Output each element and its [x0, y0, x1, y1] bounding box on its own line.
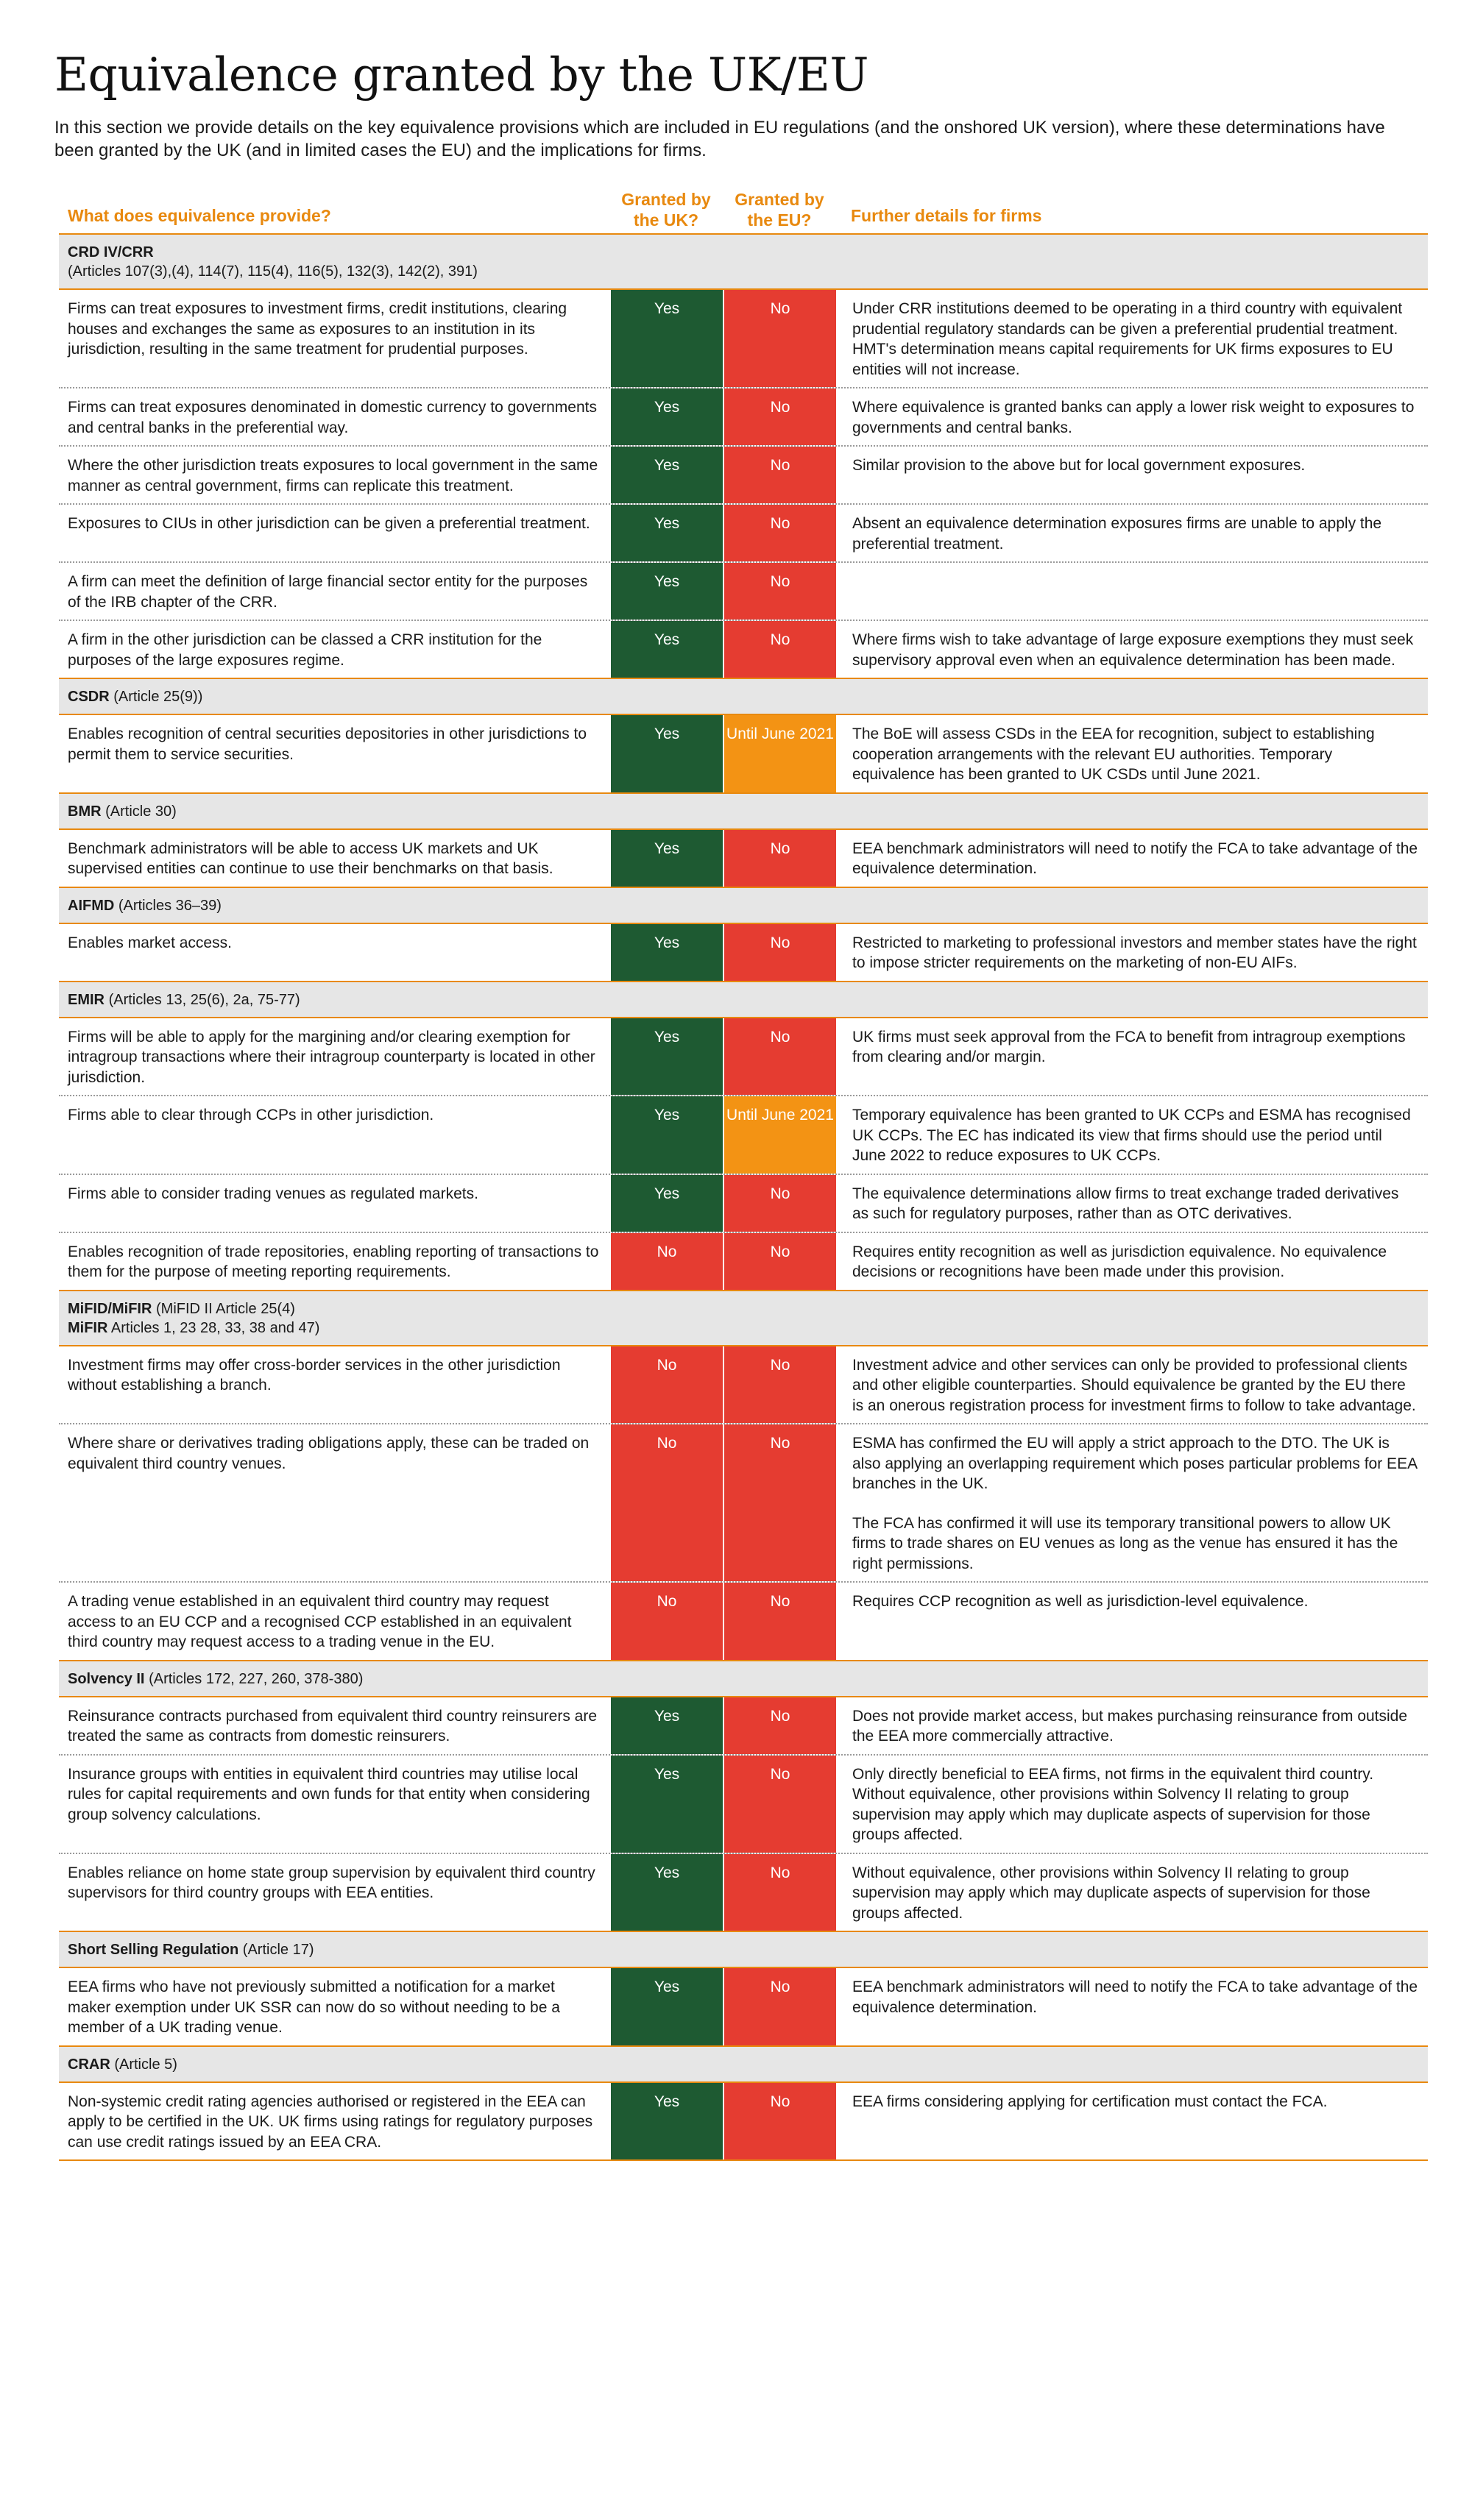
section-articles-secondary: (Articles 107(3),(4), 114(7), 115(4), 116(5), 132(3), 142(2), 391): [68, 263, 478, 280]
details-paragraph: The FCA has confirmed it will use its temporary transitional powers to allow UK firms to trade shares on EU venues as long as the venue has ensured it has the right permissions.: [852, 1514, 1398, 1572]
section-articles: (Articles 13, 25(6), 2a, 75-77): [108, 991, 300, 1008]
table-row: [59, 1754, 1428, 1853]
section-articles-secondary: Articles 1, 23 28, 33, 38 and 47): [110, 1319, 320, 1336]
details-cell: [836, 1018, 1428, 1096]
provision-text: Non-systemic credit rating agencies authorised or registered in the EEA can apply to be certified in the UK. UK firms using ratings for regulatory purposes can use credit ratings issued by an EEA CRA.: [68, 2093, 593, 2151]
details-paragraph: EEA benchmark administrators will need to notify the FCA to take advantage of the equivalence determination.: [852, 1978, 1418, 2016]
granted-uk-cell: Yes: [609, 924, 723, 981]
details-paragraph: Requires entity recognition as well as jurisdiction equivalence. No equivalence decisions or recognitions have been made under this provision.: [852, 1243, 1387, 1280]
section-title-line: [68, 1299, 1419, 1318]
granted-eu-cell: No: [723, 447, 836, 503]
table-row: [59, 1232, 1428, 1290]
table-row: [59, 503, 1428, 561]
details-paragraph: The BoE will assess CSDs in the EEA for recognition, subject to establishing cooperation arrangements with the relevant EU authorities. Temporary equivalence has been granted to UK CSDs until June 2021.: [852, 725, 1375, 783]
provision-text: Firms able to clear through CCPs in other jurisdiction.: [68, 1107, 434, 1124]
table-row: [59, 561, 1428, 620]
section-articles: (Article 30): [105, 803, 177, 820]
section-title-line-2: [68, 1318, 1419, 1338]
section-title-line: [68, 687, 1419, 706]
provision-text: Enables recognition of trade repositories, enabling reporting of transactions to them for the purpose of meeting reporting requirements.: [68, 1243, 599, 1280]
provision-text: Where the other jurisdiction treats exposures to local government in the same manner as central government, firms can replicate this treatment.: [68, 457, 598, 494]
header-granted-eu: Granted by the EU?: [735, 190, 824, 230]
section-articles: (Articles 36–39): [118, 897, 222, 914]
section-articles: (MiFID II Article 25(4): [156, 1300, 295, 1317]
table-row: [59, 1967, 1428, 2045]
details-cell: [836, 621, 1428, 678]
granted-uk-cell: Yes: [609, 830, 723, 887]
section: [59, 1660, 1428, 1931]
table-row: [59, 828, 1428, 887]
provision-text: A firm in the other jurisdiction can be classed a CRR institution for the purposes of the large exposures regime.: [68, 631, 542, 669]
section-title: MiFID/MiFIR: [68, 1300, 152, 1317]
section-title: BMR: [68, 803, 102, 820]
section-title-line: [68, 896, 1419, 915]
granted-eu-cell: No: [723, 1346, 836, 1424]
details-cell: [836, 1424, 1428, 1581]
details-cell: [836, 388, 1428, 445]
granted-eu-cell: No: [723, 1968, 836, 2045]
details-paragraph: Investment advice and other services can only be provided to professional clients and other eligible counterparties. Should equivalence be granted by the EU there is an onerous registration process for investment firms to follow to take advantage.: [852, 1356, 1416, 1414]
details-cell: [836, 1175, 1428, 1232]
table-row: [59, 1853, 1428, 1931]
section-title-line: [68, 990, 1419, 1009]
section: [59, 792, 1428, 887]
granted-eu-cell: No: [723, 1233, 836, 1290]
granted-eu-cell: No: [723, 924, 836, 981]
section-header: [59, 982, 1428, 1017]
section-title-line: [68, 1669, 1419, 1689]
section: [59, 981, 1428, 1290]
granted-uk-cell: Yes: [609, 447, 723, 503]
section: [59, 887, 1428, 981]
granted-uk-cell: Yes: [609, 1018, 723, 1096]
table-row: [59, 1423, 1428, 1581]
granted-eu-cell: No: [723, 290, 836, 387]
section-header: [59, 1661, 1428, 1696]
table-header: [59, 180, 1428, 233]
granted-uk-cell: No: [609, 1424, 723, 1581]
details-paragraph: UK firms must seek approval from the FCA to benefit from intragroup exemptions from clearing and/or margin.: [852, 1028, 1406, 1065]
table-row: [59, 1174, 1428, 1232]
page-title: Equivalence granted by the UK/EU: [54, 48, 868, 102]
details-cell: [836, 1096, 1428, 1174]
details-cell: [836, 1854, 1428, 1931]
header-what: What does equivalence provide?: [68, 206, 331, 225]
granted-eu-cell: No: [723, 1175, 836, 1232]
provision-text: Exposures to CIUs in other jurisdiction can be given a preferential treatment.: [68, 515, 590, 532]
granted-uk-cell: Yes: [609, 1096, 723, 1174]
details-paragraph: Does not provide market access, but makes purchasing reinsurance from outside the EEA more commercially attractive.: [852, 1707, 1408, 1745]
section-title-line: [68, 243, 1419, 262]
details-paragraph: EEA benchmark administrators will need to notify the FCA to take advantage of the equivalence determination.: [852, 840, 1418, 877]
details-paragraph: Restricted to marketing to professional investors and member states have the right to impose stricter requirements on the marketing of non-EU AIFs.: [852, 934, 1417, 971]
granted-uk-cell: No: [609, 1233, 723, 1290]
section-articles: (Article 5): [114, 2056, 177, 2073]
table-row: [59, 445, 1428, 503]
details-paragraph: Where equivalence is granted banks can apply a lower risk weight to exposures to governments and central banks.: [852, 399, 1415, 436]
table-row: [59, 714, 1428, 792]
section-title: AIFMD: [68, 897, 115, 914]
details-cell: [836, 715, 1428, 792]
provision-text: Firms can treat exposures to investment firms, credit institutions, clearing houses and exchanges the same as exposures to an institution in its jurisdiction, resulting in the same treatment for prudential purposes.: [68, 300, 567, 358]
details-cell: [836, 447, 1428, 503]
section: [59, 1290, 1428, 1660]
section-header: [59, 1291, 1428, 1345]
table-row: [59, 1095, 1428, 1174]
section-header: [59, 2047, 1428, 2081]
table-row: [59, 2081, 1428, 2160]
section-header: [59, 1932, 1428, 1967]
granted-uk-cell: Yes: [609, 290, 723, 387]
granted-eu-cell: No: [723, 505, 836, 561]
details-cell: [836, 1346, 1428, 1424]
details-cell: [836, 505, 1428, 561]
section-title-line: [68, 2055, 1419, 2074]
provision-text: Insurance groups with entities in equivalent third countries may utilise local rules for capital requirements and own funds for that entity when considering group solvency calculations.: [68, 1765, 590, 1823]
section-title-secondary: MiFIR: [68, 1319, 108, 1336]
granted-eu-cell: No: [723, 388, 836, 445]
details-paragraph: The equivalence determinations allow firms to treat exchange traded derivatives as such for regulatory purposes, rather than as OTC derivatives.: [852, 1185, 1399, 1222]
provision-text: Where share or derivatives trading obligations apply, these can be traded on equivalent third country venues.: [68, 1435, 590, 1472]
provision-text: Enables reliance on home state group supervision by equivalent third country supervisors for third country groups with EEA entities.: [68, 1864, 595, 1901]
granted-uk-cell: No: [609, 1346, 723, 1424]
granted-eu-cell: No: [723, 621, 836, 678]
details-cell: [836, 290, 1428, 387]
granted-uk-cell: Yes: [609, 1854, 723, 1931]
details-cell: [836, 830, 1428, 887]
table-row: [59, 1017, 1428, 1096]
granted-eu-cell: No: [723, 830, 836, 887]
granted-eu-cell: No: [723, 1583, 836, 1660]
equivalence-table: [59, 180, 1428, 2161]
granted-eu-cell: No: [723, 1697, 836, 1754]
section-header: [59, 235, 1428, 288]
section-title: Solvency II: [68, 1670, 145, 1687]
granted-eu-cell: No: [723, 1756, 836, 1853]
details-paragraph: Requires CCP recognition as well as jurisdiction-level equivalence.: [852, 1593, 1309, 1610]
table-row: [59, 1696, 1428, 1754]
details-cell: [836, 924, 1428, 981]
provision-text: EEA firms who have not previously submitted a notification for a market maker exemption under UK SSR can now do so without needing to be a member of a UK trading venue.: [68, 1978, 560, 2036]
details-paragraph: Under CRR institutions deemed to be operating in a third country with equivalent prudential regulatory standards can be given a preferential prudential treatment. HMT's determination means capital requirements for UK firms exposures to EU entities will not increase.: [852, 300, 1403, 378]
granted-uk-cell: Yes: [609, 563, 723, 620]
table-row: [59, 620, 1428, 678]
details-paragraph: Temporary equivalence has been granted to UK CCPs and ESMA has recognised UK CCPs. The EC has indicated its view that firms should use the period until June 2022 to reduce exposures to UK CCPs.: [852, 1107, 1411, 1164]
granted-uk-cell: Yes: [609, 1175, 723, 1232]
provision-text: Reinsurance contracts purchased from equivalent third country reinsurers are treated the same as contracts from domestic reinsurers.: [68, 1707, 598, 1745]
provision-text: Enables market access.: [68, 934, 232, 951]
granted-eu-cell: No: [723, 1018, 836, 1096]
granted-eu-cell: Until June 2021: [723, 715, 836, 792]
section-title: EMIR: [68, 991, 105, 1008]
provision-text: Firms can treat exposures denominated in domestic currency to governments and central banks in the preferential way.: [68, 399, 597, 436]
provision-text: A trading venue established in an equivalent third country may request access to an EU CCP and a recognised CCP established in an equivalent third country may request access to a trading venue in the EU.: [68, 1593, 572, 1650]
section: [59, 2045, 1428, 2160]
section-articles: (Article 17): [242, 1942, 314, 1958]
details-cell: [836, 1583, 1428, 1660]
section-title: CSDR: [68, 689, 110, 705]
section-header: [59, 794, 1428, 828]
header-granted-uk: Granted by the UK?: [621, 190, 711, 230]
section: [59, 233, 1428, 678]
granted-uk-cell: Yes: [609, 388, 723, 445]
provision-text: Investment firms may offer cross-border services in the other jurisdiction without establishing a branch.: [68, 1356, 561, 1394]
details-cell: [836, 563, 1428, 620]
details-cell: [836, 1233, 1428, 1290]
table-row: [59, 1345, 1428, 1424]
details-paragraph: Similar provision to the above but for local government exposures.: [852, 457, 1306, 474]
granted-uk-cell: Yes: [609, 1968, 723, 2045]
header-details: Further details for firms: [851, 206, 1042, 225]
section-title-line-2: [68, 262, 1419, 281]
bottom-rule: [59, 2159, 1428, 2161]
granted-eu-cell: No: [723, 2083, 836, 2160]
section-header: [59, 888, 1428, 923]
details-cell: [836, 1697, 1428, 1754]
section: [59, 1931, 1428, 2045]
granted-eu-cell: No: [723, 563, 836, 620]
granted-eu-cell: No: [723, 1854, 836, 1931]
table-row: [59, 387, 1428, 445]
granted-uk-cell: Yes: [609, 505, 723, 561]
section-title-line: [68, 1940, 1419, 1959]
details-paragraph: Without equivalence, other provisions within Solvency II relating to group supervision may apply which may duplicate aspects of supervision for those groups affected.: [852, 1864, 1370, 1922]
section-header: [59, 679, 1428, 714]
provision-text: Enables recognition of central securities depositories in other jurisdictions to permit them to service securities.: [68, 725, 587, 763]
details-paragraph: Only directly beneficial to EEA firms, not firms in the equivalent third country. Without equivalence, other provisions within Solvency II relating to group supervision may apply which may duplicate aspects of supervision for those groups affected.: [852, 1765, 1374, 1843]
table-row: [59, 1581, 1428, 1660]
section-title: Short Selling Regulation: [68, 1942, 239, 1958]
provision-text: Firms able to consider trading venues as regulated markets.: [68, 1185, 478, 1202]
details-paragraph: Where firms wish to take advantage of large exposure exemptions they must seek supervisory approval even when an equivalence determination has been made.: [852, 631, 1414, 669]
granted-uk-cell: Yes: [609, 715, 723, 792]
granted-uk-cell: Yes: [609, 2083, 723, 2160]
provision-text: Benchmark administrators will be able to access UK markets and UK supervised entities can continue to use their benchmarks on that basis.: [68, 840, 553, 877]
granted-uk-cell: No: [609, 1583, 723, 1660]
provision-text: A firm can meet the definition of large financial sector entity for the purposes of the IRB chapter of the CRR.: [68, 573, 588, 611]
details-cell: [836, 2083, 1428, 2160]
section-articles: (Articles 172, 227, 260, 378-380): [149, 1670, 364, 1687]
details-paragraph: EEA firms considering applying for certification must contact the FCA.: [852, 2093, 1328, 2110]
details-paragraph: ESMA has confirmed the EU will apply a strict approach to the DTO. The UK is also applying an overlapping requirement which poses particular problems for EEA branches in the UK.: [852, 1435, 1417, 1492]
details-cell: [836, 1756, 1428, 1853]
intro-paragraph: In this section we provide details on the key equivalence provisions which are included in EU regulations (and the onshored UK version), where these determinations have been granted by the UK (and in limited cases the EU) and the implications for firms.: [54, 118, 1385, 160]
section-articles: (Article 25(9)): [113, 689, 203, 705]
granted-eu-cell: No: [723, 1424, 836, 1581]
section-title: CRD IV/CRR: [68, 244, 154, 260]
table-body: [59, 233, 1428, 2159]
table-row: [59, 288, 1428, 387]
granted-uk-cell: Yes: [609, 1756, 723, 1853]
table-row: [59, 923, 1428, 981]
section: [59, 678, 1428, 792]
granted-eu-cell: Until June 2021: [723, 1096, 836, 1174]
details-paragraph: Absent an equivalence determination exposures firms are unable to apply the preferential treatment.: [852, 515, 1382, 553]
granted-uk-cell: Yes: [609, 1697, 723, 1754]
section-title-line: [68, 802, 1419, 821]
section-title: CRAR: [68, 2056, 110, 2073]
provision-text: Firms will be able to apply for the margining and/or clearing exemption for intragroup transactions where their intragroup counterparty is located in other jurisdiction.: [68, 1028, 595, 1086]
granted-uk-cell: Yes: [609, 621, 723, 678]
details-cell: [836, 1968, 1428, 2045]
